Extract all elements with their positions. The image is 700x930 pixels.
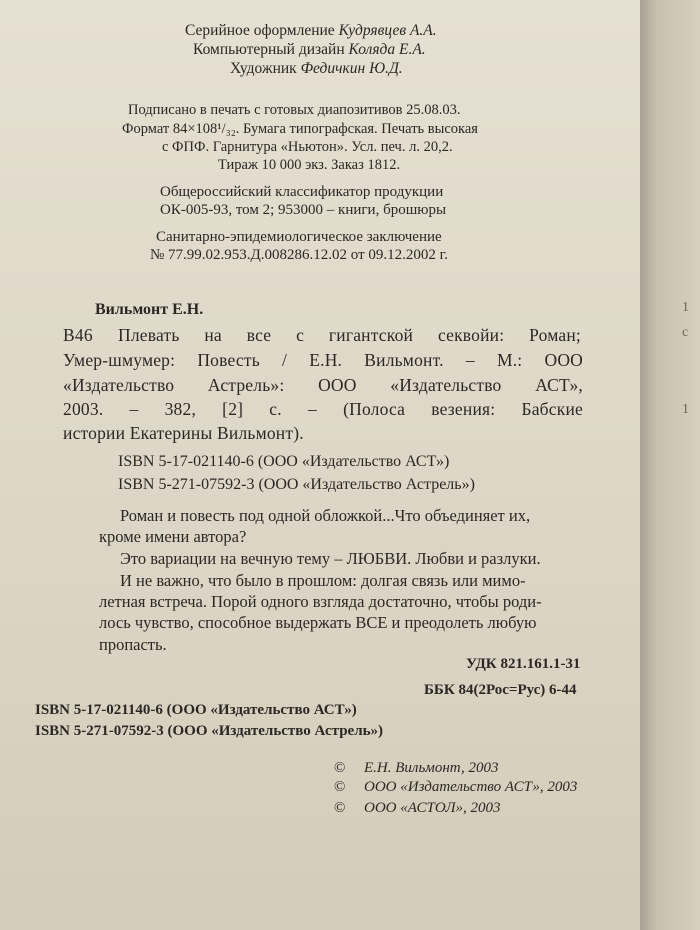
copyright-ast: © ООО «Издательство АСТ», 2003 (334, 779, 578, 795)
copyright-icon: © (334, 779, 346, 795)
footer-isbn-ast: ISBN 5-17-021140-6 (ООО «Издательство АСТ») (35, 702, 357, 718)
copyright-astol: © ООО «АСТОЛ», 2003 (334, 800, 501, 816)
catalog-desc-line-1: Плевать на все с гигантской секвойи: Роман; (118, 325, 581, 345)
footer-isbn-astrel: ISBN 5-271-07592-3 (ООО «Издательство Астрель») (35, 723, 384, 739)
imprint-line-2: Формат 84×108¹/₃₂. Бумага типографская. Печать высокая (122, 121, 478, 137)
annotation-p3-line-4: пропасть. (99, 635, 167, 654)
imprint-line-3: с ФПФ. Гарнитура «Ньютон». Усл. печ. л. 20,2. (162, 139, 453, 155)
catalog-desc-line-3: «Издательство Астрель»: ООО «Издательство АСТ», (63, 375, 583, 395)
copyright-icon: © (334, 800, 346, 816)
annotation-p1-line-2: кроме имени автора? (99, 527, 247, 546)
copyright-author: © Е.Н. Вильмонт, 2003 (334, 760, 499, 776)
credit-series-design: Серийное оформление Кудрявцев А.А. (185, 22, 437, 39)
sanitary-line-2: № 77.99.02.953.Д.008286.12.02 от 09.12.2002 г. (150, 247, 448, 263)
edge-mark: 1 (682, 300, 689, 315)
annotation-p1-line-1: Роман и повесть под одной обложкой...Что объединяет их, (120, 506, 531, 525)
catalog-author: Вильмонт Е.Н. (95, 301, 204, 318)
classifier-line-1: Общероссийский классификатор продукции (160, 184, 444, 200)
next-page-edge (640, 0, 700, 930)
annotation-p3-line-2: летная встреча. Порой одного взгляда достаточно, чтобы роди- (99, 592, 542, 611)
edge-mark: c (682, 325, 689, 340)
annotation-p3-line-1: И не важно, что было в прошлом: долгая связь или мимо- (120, 571, 526, 590)
bbk-code: ББК 84(2Рос=Рус) 6-44 (424, 682, 577, 698)
copyright-icon: © (334, 760, 346, 776)
catalog-desc-line-2: Умер-шмумер: Повесть / Е.Н. Вильмонт. – М.: ООО (63, 350, 583, 370)
catalog-isbn-astrel: ISBN 5-271-07592-3 (ООО «Издательство Астрель») (118, 476, 475, 493)
annotation-p3-line-3: лось чувство, способное выдержать ВСЕ и преодолеть любую (99, 613, 537, 632)
credit-artist: Художник Федичкин Ю.Д. (230, 60, 403, 77)
credit-computer-design: Компьютерный дизайн Коляда Е.А. (193, 41, 426, 58)
imprint-line-1: Подписано в печать с готовых диапозитивов 25.08.03. (128, 102, 461, 118)
sanitary-line-1: Санитарно-эпидемиологическое заключение (156, 229, 442, 245)
edge-mark: 1 (682, 402, 689, 417)
catalog-isbn-ast: ISBN 5-17-021140-6 (ООО «Издательство АСТ») (118, 453, 450, 470)
catalog-desc-line-4: 2003. – 382, [2] с. – (Полоса везения: Бабские (63, 399, 583, 419)
udk-code: УДК 821.161.1-31 (466, 656, 581, 672)
classifier-line-2: ОК-005-93, том 2; 953000 – книги, брошюры (160, 202, 447, 218)
catalog-code: В46 (63, 325, 93, 345)
annotation-p2: Это вариации на вечную тему – ЛЮБВИ. Любви и разлуки. (120, 549, 541, 568)
imprint-line-4: Тираж 10 000 экз. Заказ 1812. (218, 157, 401, 173)
catalog-desc-line-5: истории Екатерины Вильмонт). (63, 423, 304, 443)
